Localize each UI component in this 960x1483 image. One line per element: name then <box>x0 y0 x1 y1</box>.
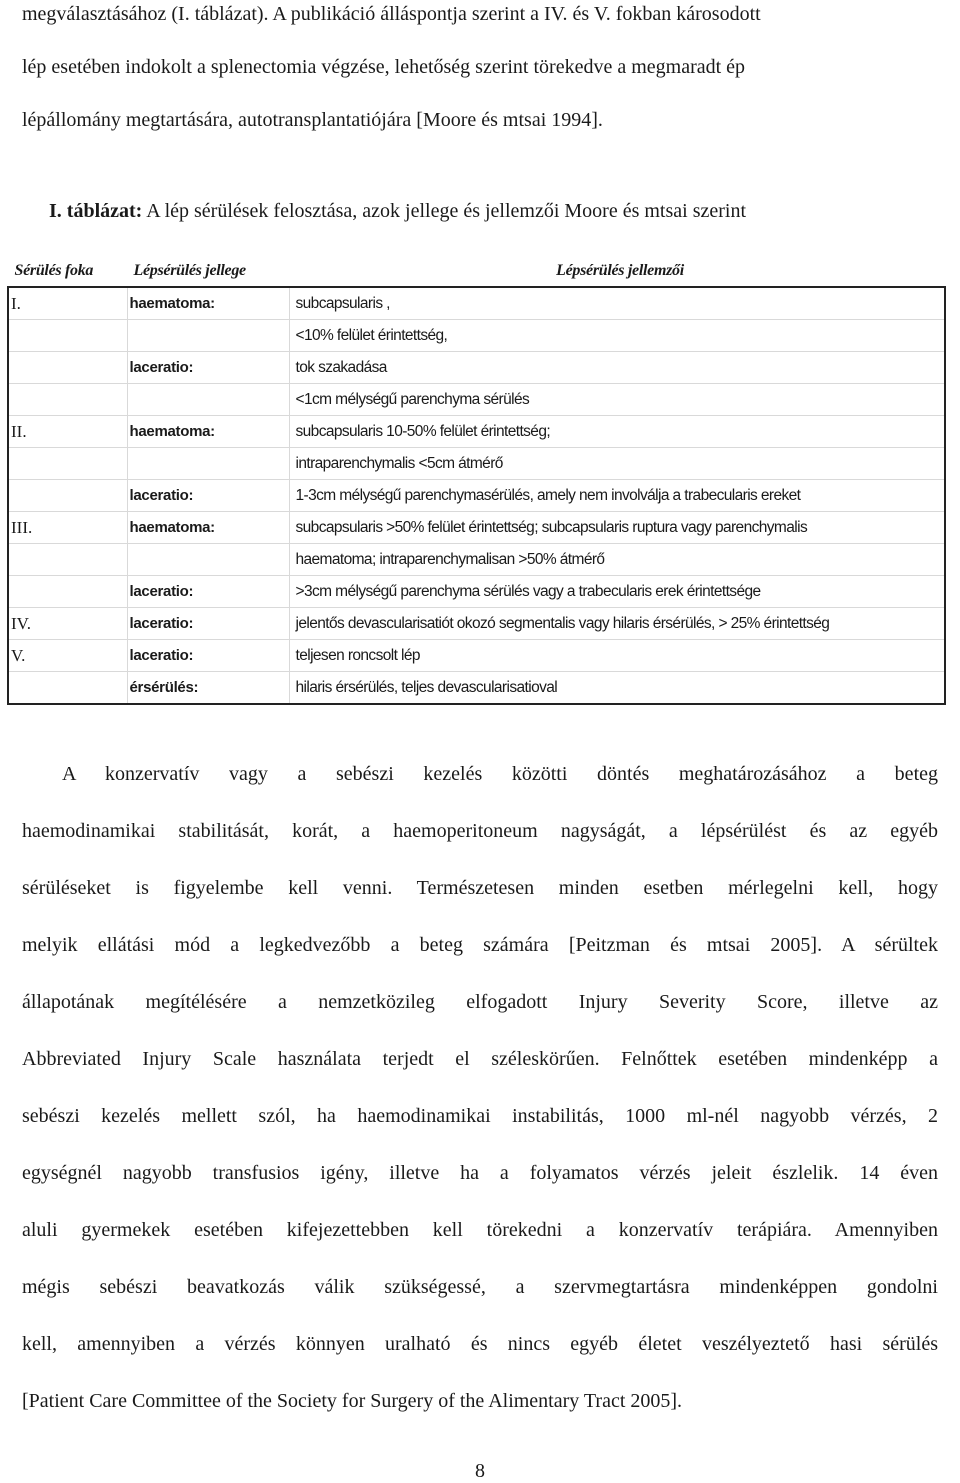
cell-description: >3cm mélységű parenchyma sérülés vagy a trabecularis erek érintettsége <box>289 576 945 608</box>
table-row <box>8 640 945 672</box>
body-line: A konzervatív vagy a sebészi kezelés közötti döntés meghatározásához a beteg <box>62 763 938 785</box>
cell-type <box>127 384 289 416</box>
cell-type: laceratio: <box>127 576 289 608</box>
cell-grade <box>8 352 127 384</box>
cell-description: intraparenchymalis <5cm átmérő <box>289 448 945 480</box>
body-line: egységnél nagyobb transfusios igény, illetve ha a folyamatos vérzés jeleit észlelik. 14 éven <box>22 1162 938 1184</box>
cell-grade: III. <box>8 512 127 544</box>
cell-description: tok szakadása <box>289 352 945 384</box>
table-row <box>8 384 945 416</box>
body-line: haemodinamikai stabilitását, korát, a haemoperitoneum nagyságát, a lépsérülést és az egyéb <box>22 820 938 842</box>
body-line: kell, amennyiben a vérzés könnyen uralható és nincs egyéb életet veszélyeztető hasi sérülés <box>22 1333 938 1355</box>
cell-description: subcapsularis >50% felület érintettség; subcapsularis ruptura vagy parenchymalis <box>289 512 945 544</box>
intro-line: megválasztásához (I. táblázat). A publikáció álláspontja szerint a IV. és V. fokban károsodott <box>22 3 761 25</box>
cell-grade <box>8 448 127 480</box>
cell-grade: I. <box>8 287 127 320</box>
cell-type: érsérülés: <box>127 672 289 705</box>
table-row <box>8 287 945 320</box>
cell-grade <box>8 672 127 705</box>
table-caption <box>49 198 746 224</box>
table-row <box>8 320 945 352</box>
table-header-row <box>8 255 945 288</box>
header-grade: Sérülés foka <box>8 255 127 288</box>
cell-grade: II. <box>8 416 127 448</box>
cell-description: subcapsularis 10-50% felület érintettség; <box>289 416 945 448</box>
intro-paragraph <box>22 0 938 134</box>
table-row <box>8 672 945 705</box>
header-characteristics: Lépsérülés jellemzői <box>289 255 945 288</box>
cell-type: haematoma: <box>127 416 289 448</box>
cell-description: 1-3cm mélységű parenchymasérülés, amely nem involválja a trabecularis ereket <box>289 480 945 512</box>
cell-grade <box>8 320 127 352</box>
cell-grade <box>8 544 127 576</box>
cell-grade <box>8 384 127 416</box>
cell-type: haematoma: <box>127 287 289 320</box>
cell-description: <1cm mélységű parenchyma sérülés <box>289 384 945 416</box>
page-number: 8 <box>475 1460 485 1482</box>
body-line: [Patient Care Committee of the Society for Surgery of the Alimentary Tract 2005]. <box>22 1390 683 1412</box>
table-row <box>8 480 945 512</box>
intro-line: lépállomány megtartására, autotransplantatiójára [Moore és mtsai 1994]. <box>22 109 603 131</box>
cell-type: laceratio: <box>127 480 289 512</box>
body-line: Abbreviated Injury Scale használata terjedt el széleskörűen. Felnőttek esetében mindenképp a <box>22 1048 938 1070</box>
cell-type: laceratio: <box>127 640 289 672</box>
spleen-injury-table <box>7 254 946 705</box>
cell-type: laceratio: <box>127 352 289 384</box>
intro-line: lép esetében indokolt a splenectomia végzése, lehetőség szerint törekedve a megmaradt ép <box>22 56 746 78</box>
table-row <box>8 448 945 480</box>
body-line: sérüléseket is figyelembe kell venni. Természetesen minden esetben mérlegelni kell, hogy <box>22 877 938 899</box>
cell-grade: IV. <box>8 608 127 640</box>
cell-type: haematoma: <box>127 512 289 544</box>
cell-type <box>127 544 289 576</box>
cell-type <box>127 448 289 480</box>
table-caption-label: I. táblázat: <box>49 200 143 222</box>
body-line: állapotának megítélésére a nemzetközileg elfogadott Injury Severity Score, illetve az <box>22 991 938 1013</box>
table-row <box>8 416 945 448</box>
table-row <box>8 576 945 608</box>
cell-description: subcapsularis , <box>289 287 945 320</box>
cell-description: jelentős devascularisatiót okozó segmentalis vagy hilaris érsérülés, > 25% érintettség <box>289 608 945 640</box>
cell-description: haematoma; intraparenchymalisan >50% átmérő <box>289 544 945 576</box>
cell-grade: V. <box>8 640 127 672</box>
cell-type <box>127 320 289 352</box>
body-line: aluli gyermekek esetében kifejezettebben kell törekedni a konzervatív terápiára. Amennyiben <box>22 1219 938 1241</box>
cell-description: hilaris érsérülés, teljes devascularisatioval <box>289 672 945 705</box>
table-row <box>8 544 945 576</box>
body-paragraph <box>22 760 938 1415</box>
table-row <box>8 512 945 544</box>
cell-grade <box>8 576 127 608</box>
table-row <box>8 608 945 640</box>
table-row <box>8 352 945 384</box>
cell-description: <10% felület érintettség, <box>289 320 945 352</box>
table-body <box>8 287 945 704</box>
header-type: Lépsérülés jellege <box>127 255 289 288</box>
cell-type: laceratio: <box>127 608 289 640</box>
body-line: melyik ellátási mód a legkedvezőbb a beteg számára [Peitzman és mtsai 2005]. A sérültek <box>22 934 938 956</box>
table-caption-text: A lép sérülések felosztása, azok jellege és jellemzői Moore és mtsai szerint <box>146 200 747 222</box>
body-line: sebészi kezelés mellett szól, ha haemodinamikai instabilitás, 1000 ml-nél nagyobb vérzés, 2 <box>22 1105 938 1127</box>
cell-description: teljesen roncsolt lép <box>289 640 945 672</box>
body-line: mégis sebészi beavatkozás válik szükségessé, a szervmegtartásra mindenképpen gondolni <box>22 1276 938 1298</box>
cell-grade <box>8 480 127 512</box>
